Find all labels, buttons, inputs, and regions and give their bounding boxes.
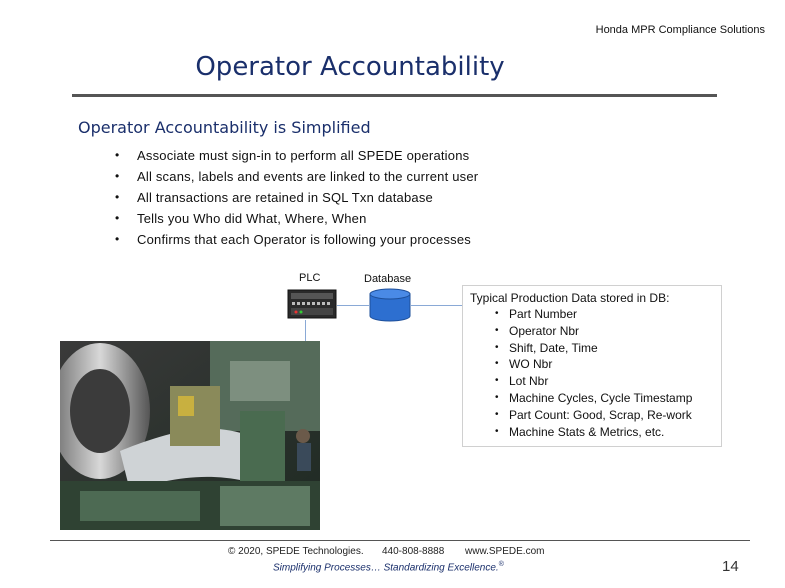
bullet-item: • All transactions are retained in SQL Txn database [115,187,478,208]
db-data-connector [411,305,462,306]
database-label: Database [364,273,412,285]
page-number: 14 [722,558,739,575]
footer-phone: 440-808-8888 [382,546,445,557]
footer-copyright: © 2020, SPEDE Technologies. [228,546,364,557]
plc-label: PLC [299,272,321,284]
production-data-title: Typical Production Data stored in DB: [470,291,670,305]
company-header: Honda MPR Compliance Solutions [595,24,765,36]
bullet-list [115,145,478,250]
bullet-item: • Associate must sign-in to perform all SPEDE operations [115,145,478,166]
bullet-item: • Confirms that each Operator is following your processes [115,229,478,250]
list-item: • Lot Nbr [495,373,692,390]
footer-slogan: Simplifying Processes… Standardizing Excellence.® [273,561,504,574]
list-item: • Operator Nbr [495,323,692,340]
plc-photo-connector [305,320,306,341]
plc-db-connector [337,305,369,306]
section-subtitle: Operator Accountability is Simplified [78,118,371,137]
title-divider [72,94,717,97]
page-title: Operator Accountability [195,52,505,82]
list-item: • WO Nbr [495,356,692,373]
list-item: • Part Number [495,306,692,323]
list-item: • Part Count: Good, Scrap, Re-work [495,407,692,424]
footer-divider [50,540,750,541]
list-item: • Shift, Date, Time [495,340,692,357]
bullet-item: • Tells you Who did What, Where, When [115,208,478,229]
footer-website-link[interactable]: www.SPEDE.com [465,546,545,557]
bullet-item: • All scans, labels and events are linked to the current user [115,166,478,187]
list-item: • Machine Cycles, Cycle Timestamp [495,390,692,407]
list-item: • Machine Stats & Metrics, etc. [495,424,692,441]
factory-press-photo [60,341,320,530]
database-icon [369,288,411,322]
plc-device-icon [287,288,337,320]
production-data-list [495,306,692,440]
